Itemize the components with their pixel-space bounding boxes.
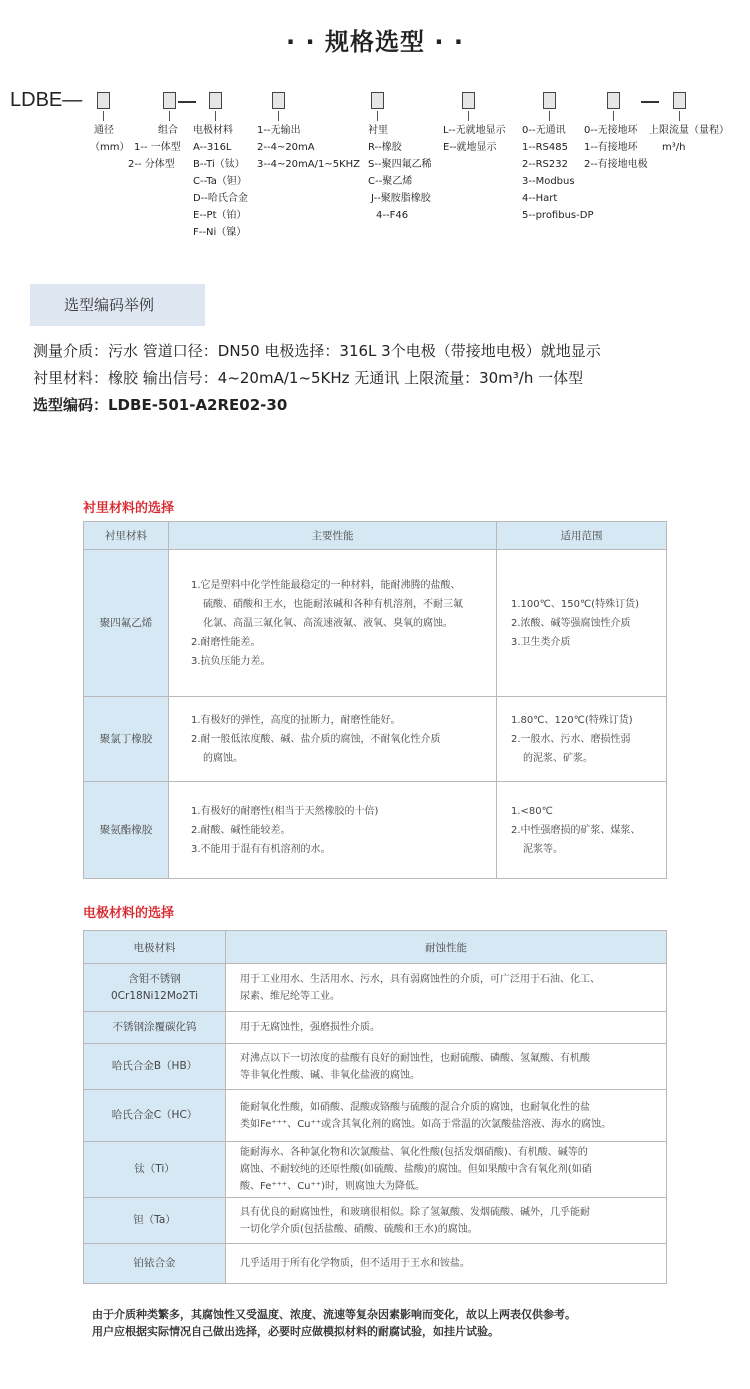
example-line: 衬里材料：橡胶 输出信号：4~20mA/1~5KHz 无通讯 上限流量：30m³/h 一体型 [33,369,584,387]
table-row [84,1198,667,1244]
dash [641,101,659,103]
page-title: · · 规格选型 · · [286,28,464,56]
option-column-max-flow: 上限流量（量程） m³/h [649,125,729,153]
connector-line [549,111,550,121]
connector-line [679,111,680,121]
lining-desc: 1.有极好的耐磨性(相当于天然橡胶的十倍) 2.耐酸、碱性能较差。 3.不能用于混有有机溶剂的水。 [169,782,497,879]
column-header: 电极材料 [84,931,226,964]
column-header: 主要性能 [169,522,497,550]
table-row [84,1012,667,1044]
example-code: 选型编码：LDBE-501-A2RE02-30 [33,396,288,414]
code-box [462,92,475,109]
option-column-display: L--无就地显示 E--就地显示 [443,125,506,153]
electrode-section-title: 电极材料的选择 [83,906,175,921]
electrode-desc: 能耐海水、各种氯化物和次氯酸盐、氧化性酸(包括发烟硝酸)、有机酸、碱等的 腐蚀、不耐较纯的还原性酸(如硫酸、盐酸)的腐蚀。但如果酸中含有氧化剂(如硝 酸、Fe⁺⁺⁺、Cu⁺⁺)时，则腐蚀大为降低。 [226,1142,667,1198]
electrode-name: 铂铱合金 [84,1244,226,1284]
electrode-name: 钛（Ti） [84,1142,226,1198]
code-box [163,92,176,109]
dash [178,101,196,103]
connector-line [215,111,216,121]
option-column-grounding: 0--无接地环 1--有接地环 2--有接地电极 [584,125,648,170]
lining-desc: 1.它是塑料中化学性能最稳定的一种材料，能耐沸腾的盐酸、 硫酸、硝酸和王水，也能耐浓碱和各种有机溶剂，不耐三氟 化氯、高温三氟化氧、高流速液氟、液氧、臭氧的腐蚀。 2.耐磨性能差。 3.抗负压能力差。 [169,550,497,697]
example-text [33,338,601,419]
table-row [84,1044,667,1090]
table-row [84,964,667,1012]
option-column-lining: 衬里 R--橡胶 S--聚四氟乙稀 C--聚乙烯 J--聚胺脂橡胶 4--F46 [368,125,432,221]
lining-range: 1.<80℃ 2.中性强磨损的矿浆、煤浆、 泥浆等。 [497,782,667,879]
option-column-diameter: 通径 （mm） [90,125,130,153]
connector-line [103,111,104,121]
table-row [84,1090,667,1142]
electrode-desc: 用于工业用水、生活用水、污水，具有弱腐蚀性的介质，可广泛用于石油、化工、 尿素、维尼纶等工业。 [226,964,667,1012]
lining-table [83,521,667,879]
table-row [84,1244,667,1284]
column-header: 耐蚀性能 [226,931,667,964]
electrode-desc: 具有优良的耐腐蚀性，和玻璃很相似。除了氢氟酸、发烟硫酸、碱外，几乎能耐 一切化学介质(包括盐酸、硝酸、硫酸和王水)的腐蚀。 [226,1198,667,1244]
model-prefix: LDBE— [10,89,83,111]
electrode-name: 钽（Ta） [84,1198,226,1244]
footnote: 由于介质种类繁多，其腐蚀性又受温度、浓度、流速等复杂因素影响而变化，故以上两表仅供参考。 用户应根据实际情况自己做出选择，必要时应做模拟材料的耐腐试验，如挂片试验。 [92,1308,576,1338]
electrode-table [83,930,667,1284]
electrode-desc: 能耐氧化性酸，如硝酸、混酸或铬酸与硫酸的混合介质的腐蚀，也耐氧化性的盐 类如Fe⁺⁺⁺、Cu⁺⁺或含其氧化剂的腐蚀。如高于常温的次氯酸盐溶液、海水的腐蚀。 [226,1090,667,1142]
option-column-output: 1--无输出 2--4~20mA 3--4~20mA/1~5KHZ [257,125,361,170]
code-box [371,92,384,109]
code-box [97,92,110,109]
lining-section-title: 衬里材料的选择 [83,501,175,516]
electrode-name: 不锈钢涂覆碳化钨 [84,1012,226,1044]
lining-range: 1.100℃、150℃(特殊订货) 2.浓酸、碱等强腐蚀性介质 3.卫生类介质 [497,550,667,697]
connector-line [278,111,279,121]
lining-name: 聚氯丁橡胶 [84,697,169,782]
table-row [84,550,667,697]
code-box [607,92,620,109]
option-column-electrode: 电极材料 A--316L B--Ti（钛） C--Ta（钽） D--哈氏合金 E--Pt（铂） F--Ni（镍） [193,125,248,238]
electrode-name: 哈氏合金C（HC） [84,1090,226,1142]
electrode-desc: 用于无腐蚀性，强磨损性介质。 [226,1012,667,1044]
table-header-row [84,931,667,964]
model-code-diagram [0,80,750,250]
connector-line [169,111,170,121]
code-box [272,92,285,109]
lining-name: 聚氨酯橡胶 [84,782,169,879]
example-tag: 选型编码举例 [30,284,205,326]
table-row [84,697,667,782]
electrode-name: 含钼不锈钢 0Cr18Ni12Mo2Ti [84,964,226,1012]
code-box [209,92,222,109]
example-line: 测量介质：污水 管道口径：DN50 电极选择：316L 3个电极（带接地电极）就地显示 [33,342,601,360]
column-header: 衬里材料 [84,522,169,550]
electrode-desc: 几乎适用于所有化学物质，但不适用于王水和铵盐。 [226,1244,667,1284]
lining-name: 聚四氟乙烯 [84,550,169,697]
lining-range: 1.80℃、120℃(特殊订货) 2.一般水、污水、磨损性弱 的泥浆、矿浆。 [497,697,667,782]
table-header-row [84,522,667,550]
table-row [84,782,667,879]
code-box [673,92,686,109]
electrode-desc: 对沸点以下一切浓度的盐酸有良好的耐蚀性，也耐硫酸、磷酸、氢氟酸、有机酸 等非氧化性酸、碱、非氧化盐液的腐蚀。 [226,1044,667,1090]
code-box [543,92,556,109]
connector-line [377,111,378,121]
connector-line [468,111,469,121]
column-header: 适用范围 [497,522,667,550]
electrode-name: 哈氏合金B（HB） [84,1044,226,1090]
lining-desc: 1.有极好的弹性，高度的扯断力，耐磨性能好。 2.耐一般低浓度酸、碱、盐介质的腐蚀，不耐氧化性介质 的腐蚀。 [169,697,497,782]
table-row [84,1142,667,1198]
option-column-combination: 组合 1-- 一体型 2-- 分体型 [128,125,181,170]
option-column-communication: 0--无通讯 1--RS485 2--RS232 3--Modbus 4--Hart 5--profibus-DP [522,125,594,221]
connector-line [613,111,614,121]
